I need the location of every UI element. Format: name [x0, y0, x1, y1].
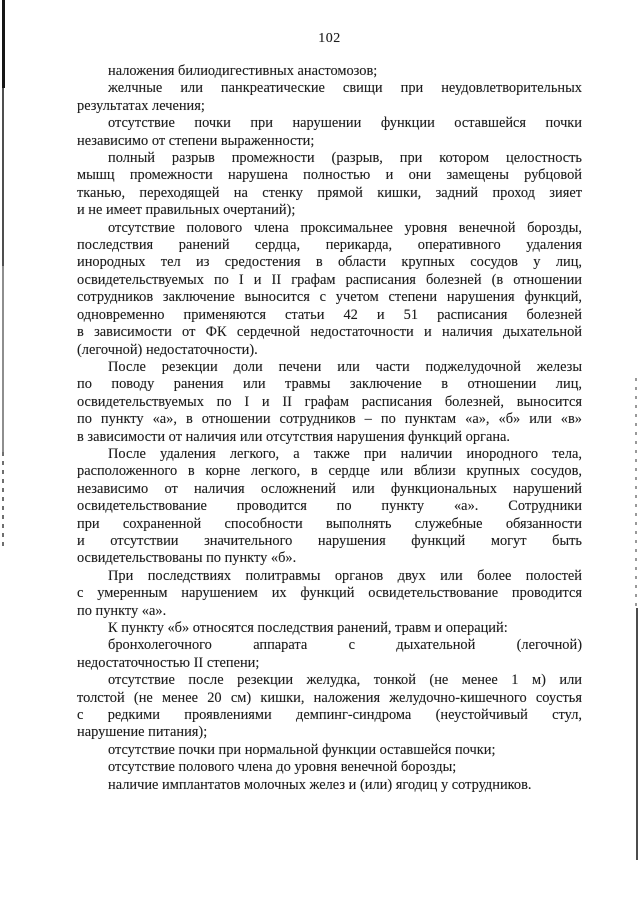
text-line: сотрудников заключение выносится с учетом степени нарушения функций,	[77, 289, 582, 306]
scan-artifact-left-upper	[2, 88, 4, 266]
text-line: толстой (не менее 20 см) кишки, наложения желудочно-кишечного соустья	[77, 689, 582, 706]
text-line: при сохраненной способности выполнять служебные обязанности	[77, 515, 582, 532]
text-line: и отсутствии значительного нарушения функций могут быть	[77, 532, 582, 549]
document-body	[77, 63, 582, 794]
text-line: После резекции доли печени или части поджелудочной железы	[108, 358, 582, 375]
page-number: 102	[318, 31, 341, 46]
text-line: К пункту «б» относятся последствия ранений, травм и операций:	[108, 620, 508, 636]
text-line: последствия ранений сердца, перикарда, оперативного удаления	[77, 237, 582, 254]
text-line: тканью, переходящей на стенку прямой кишки, задний проход зияет	[77, 184, 582, 201]
text-line: мышц промежности нарушена полностью и они замещены рубцовой	[77, 167, 582, 184]
text-line: по пункту «а».	[77, 602, 167, 619]
text-line: освидетельствуемых по I и II графам расписания болезней, выносится	[77, 393, 582, 410]
text-line: с редкими проявлениями демпинг-синдрома (неустойчивый стул,	[77, 707, 582, 724]
text-line: При последствиях политравмы органов двух или более полостей	[108, 567, 582, 584]
text-line: отсутствие после резекции желудка, тонкой (не менее 1 м) или	[108, 672, 582, 689]
text-line: отсутствие полового члена проксимальнее уровня венечной борозды,	[108, 219, 582, 236]
scan-artifact-left-dashes	[2, 452, 4, 548]
text-line: наличие имплантатов молочных желез и (или) ягодиц у сотрудников.	[108, 776, 532, 793]
text-line: по пункту «а», в отношении сотрудников – по пунктам «а», «б» или «в»	[77, 411, 582, 428]
text-line: независимо от степени выраженности;	[77, 132, 315, 149]
text-line: расположенного в корне легкого, в сердце или вблизи крупных сосудов,	[77, 463, 582, 480]
text-line: освидетельствованы по пункту «б».	[77, 550, 297, 567]
text-line: (легочной) недостаточности).	[77, 341, 258, 358]
text-line: отсутствие почки при нормальной функции оставшейся почки;	[108, 741, 496, 758]
text-line: отсутствие полового члена до уровня венечной борозды;	[108, 759, 457, 776]
text-line: одновременно применяются статьи 42 и 51 расписания болезней	[77, 306, 582, 323]
text-line: бронхолегочного аппарата с дыхательной (легочной)	[108, 637, 582, 654]
text-line: После удаления легкого, а также при наличии инородного тела,	[108, 445, 582, 462]
text-line: независимо от наличия осложнений или функциональных нарушений	[77, 480, 582, 497]
text-line: освидетельствование проводится по пункту «а». Сотрудники	[77, 498, 582, 515]
text-line: с умеренным нарушением их функций освидетельствование проводится	[77, 585, 582, 602]
scan-artifact-right-bottom	[636, 608, 638, 860]
text-line: наложения билиодигестивных анастомозов;	[108, 63, 378, 79]
text-line: полный разрыв промежности (разрыв, при котором целостность	[108, 150, 582, 167]
text-line: освидетельствуемых по I и II графам расписания болезней (в отношении	[77, 271, 582, 288]
text-line: инородных тел из средостения в области крупных сосудов у лиц,	[77, 254, 582, 271]
text-line: нарушение питания);	[77, 724, 208, 741]
text-line: и не имеет правильных очертаний);	[77, 202, 296, 219]
scan-artifact-left-top	[2, 0, 5, 88]
text-line: в зависимости от ФК сердечной недостаточности и наличия дыхательной	[77, 324, 582, 341]
text-line: по поводу ранения или травмы заключение в отношении лиц,	[77, 376, 582, 393]
scan-artifact-right-dashes	[635, 378, 637, 608]
scan-artifact-left-middle	[2, 266, 4, 452]
text-line: желчные или панкреатические свищи при неудовлетворительных	[108, 80, 582, 97]
text-line: недостаточностью II степени;	[77, 654, 260, 671]
text-line: в зависимости от наличия или отсутствия нарушения функций органа.	[77, 428, 511, 445]
text-line: отсутствие почки при нарушении функции оставшейся почки	[108, 115, 582, 132]
text-line: результатах лечения;	[77, 97, 205, 114]
